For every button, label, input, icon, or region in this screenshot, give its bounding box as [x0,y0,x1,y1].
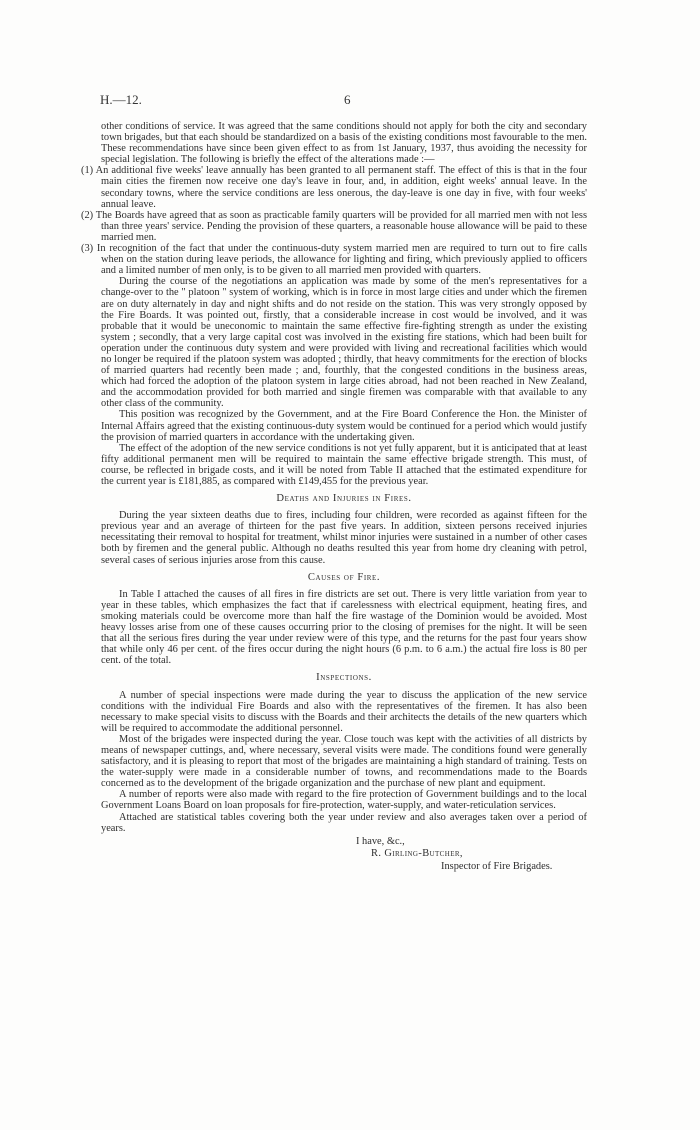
section-heading-inspections: Inspections. [316,672,372,684]
paragraph-reports: A number of reports were also made with regard to the fire protection of Government buildings and to the local Government Loans Board on loan proposals for fire-protection, water-supply, and water-reticulation services. [101,789,587,812]
paragraph-platoon-system: During the course of the negotiations an application was made by some of the men's representatives for a change-over to the " platoon " system of working, which is in force in most large cities and under which the firemen are on duty alternately in day and night shifts and do not reside on the station. This was very strongly opposed by the Fire Boards. It was pointed out, firstly, that a considerable increase in cost would be involved, and it was probable that it would be uneconomic to maintain the same effective fire-fighting strength as under the existing system ; secondly, that a very large capital cost was involved in the existing fire stations, which had been built for operation under the continuous duty system and were provided with living and recreational facilities which would no longer be required if the platoon system was adopted ; thirdly, that heavy commitments for the erection of blocks of married quarters had recently been made ; and, fourthly, that the congested conditions in the business areas, which had forced the adoption of the platoon system in large cities abroad, had not been reached in New Zealand, and the accommodation provided for both married and single firemen was comparable with that available to any other class of the community. [101,276,587,410]
signature-block [101,836,587,876]
section-heading-causes: Causes of Fire. [307,571,381,583]
list-item-quarters: (2) The Boards have agreed that as soon as practicable family quarters will be provided for all married men with not less than three years' service. Pending the provision of these quarters, a reasonable house allowance will be paid to these married men. [81,209,587,243]
document-body [81,121,587,876]
signature-title: Inspector of Fire Brigades. [441,860,553,872]
page-header [100,92,600,108]
document-reference: H.—12. [100,92,142,107]
page-number: 6 [344,92,351,107]
paragraph-brigade-inspections: Most of the brigades were inspected during the year. Close touch was kept with the activities of all districts by means of newspaper cuttings, and, where necessary, several visits were made. The conditions found were generally satisfactory, and it is pleasing to report that most of the brigades are maintaining a high standard of training. Tests on the water-supply were made in a considerable number of towns, and recommendations made to the Boards concerned as to the development of the brigade organization and the purchase of new plant and equipment. [101,733,587,790]
list-item-allowance: (3) In recognition of the fact that under the continuous-duty system married men are required to turn out to fire calls when on the station during leave periods, the allowance for lighting and firing, which previously applied to officers and a limited number of men only, is to be given to all married men provided with quarters. [81,243,587,277]
paragraph-causes: In Table I attached the causes of all fires in fire districts are set out. There is very little variation from year to year in these tables, which emphasizes the fact that if carelessness with electrical equipment, heating fires, and smoking materials could be overcome more than half the fire wastage of the Dominion would be avoided. Most heavy losses arise from one of these causes occurring prior to the closing of premises for the night. It will be seen that all the serious fires during the year under review were of this type, and the returns for the past four years show that while only 46 per cent. of the fires occur during the night hours (6 p.m. to 6 a.m.) the actual fire loss is 80 per cent. of the total. [101,588,587,667]
section-heading-deaths: Deaths and Injuries in Fires. [276,493,412,505]
paragraph-expenditure: The effect of the adoption of the new service conditions is not yet fully apparent, but it is anticipated that at least fifty additional permanent men will be required to maintain the same effective brigade strength. This must, of course, be reflected in brigade costs, and it will be noted from Table II attached that the estimated expenditure for the current year is £181,885, as compared with £149,455 for the previous year. [101,442,587,487]
paragraph-special-inspections: A number of special inspections were made during the year to discuss the application of the new service conditions with the individual Fire Boards and also with the representatives of the firemen. It has also been necessary to make special visits to discuss with the Boards and their architects the details of the new quarters which will be required to accommodate the additional personnel. [101,689,587,734]
signature-closing: I have, &c., [356,835,405,847]
paragraph-service-conditions: other conditions of service. It was agreed that the same conditions should not apply for both the city and secondary town brigades, but that each should be standardized on a basis of the existing conditions most favourable to the men. These recommendations have since been given effect to as from 1st January, 1937, thus avoiding the necessity for special legislation. The following is briefly the effect of the alterations made :— [101,121,587,166]
paragraph-government-position: This position was recognized by the Government, and at the Fire Board Conference the Hon. the Minister of Internal Affairs agreed that the existing continuous-duty system would be continued for a period which would justify the provision of married quarters in accordance with the undertaking given. [101,409,587,443]
paragraph-deaths: During the year sixteen deaths due to fires, including four children, were recorded as against fifteen for the previous year and an average of thirteen for the past five years. In addition, sixteen persons received injuries necessitating their removal to hospital for treatment, whilst minor injuries were sustained in a number of other cases both by firemen and the general public. Although no deaths resulted this year from home dry cleaning with petrol, several cases of serious injuries arose from this cause. [101,510,587,566]
list-item-leave: (1) An additional five weeks' leave annually has been granted to all permanent staff. The effect of this is that in the four main cities the firemen now receive one day's leave in four, and, in addition, eight weeks' annual leave. In the secondary towns, where the service conditions are less onerous, the day-leave is one day in five, with four weeks' annual leave. [81,165,587,210]
signature-name: R. Girling-Butcher, [371,847,463,859]
paragraph-statistical-tables: Attached are statistical tables covering both the year under review and also averages taken over a period of years. [101,811,587,834]
